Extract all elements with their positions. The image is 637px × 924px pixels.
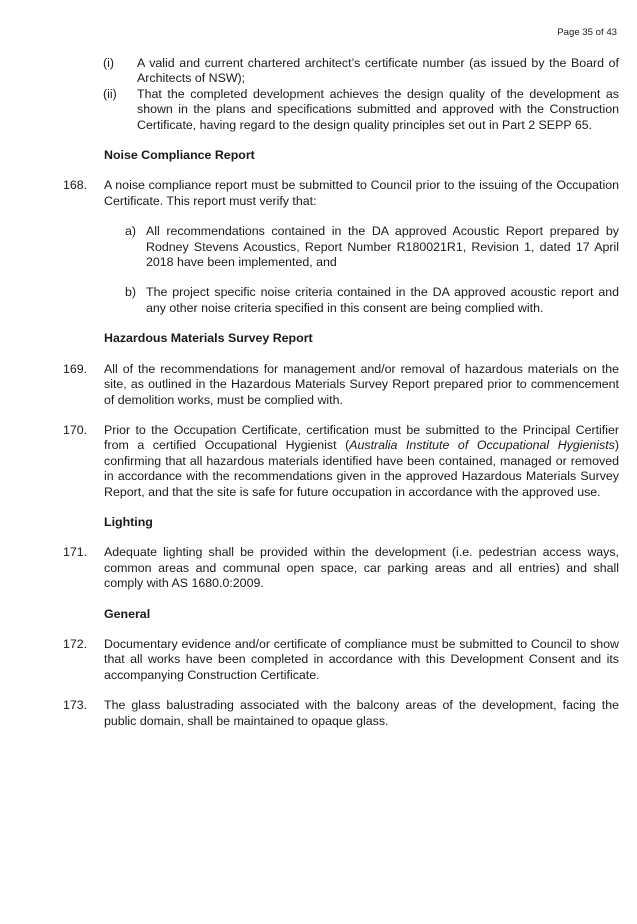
clause-172 <box>63 637 619 683</box>
page-number: Page 35 of 43 <box>557 27 617 38</box>
clause-168 <box>63 178 619 209</box>
list-item <box>125 224 619 270</box>
clause-number: 168. <box>63 178 88 193</box>
list-item <box>125 285 619 316</box>
section-heading-general: General <box>104 606 151 621</box>
list-item-text: A valid and current chartered architect’s certificate number (as issued by the Board of Architects of NSW); <box>137 56 619 86</box>
section-heading-hazardous: Hazardous Materials Survey Report <box>104 331 313 346</box>
clause-173 <box>63 698 619 729</box>
clause-number: 172. <box>63 636 88 651</box>
section-heading-lighting: Lighting <box>104 514 153 529</box>
clause-text <box>104 423 619 500</box>
list-item-text: The project specific noise criteria contained in the DA approved acoustic report and any other noise criteria specified in this consent are being complied with. <box>146 285 619 315</box>
clause-170 <box>63 423 619 500</box>
list-marker: (ii) <box>103 86 117 101</box>
architect-certificate-list <box>103 56 619 133</box>
list-marker: (i) <box>103 56 115 70</box>
clause-text: All of the recommendations for management and/or removal of hazardous materials on the site, as outlined in the Hazardous Materials Survey Report prepared prior to commencement of demolition works, must be complied with. <box>104 361 619 407</box>
clause-text: Documentary evidence and/or certificate of compliance must be submitted to Council to show that all works have been completed in accordance with this Development Consent and its accompanying Construction Certificate. <box>104 636 619 682</box>
clause-171 <box>63 545 619 591</box>
list-marker: a) <box>125 224 137 239</box>
clause-text: Adequate lighting shall be provided within the development (i.e. pedestrian access ways, common areas and communal open space, car parking areas and all entries) and shall comply with AS 1680.0:2009. <box>104 545 619 591</box>
organisation-name: Australia Institute of Occupational Hygienists <box>349 438 615 453</box>
clause-text-part: ) confirming that all hazardous materials identified have been contained, managed or removed in accordance with the recommendations given in the approved Hazardous Materials Survey Report, and that the site is safe for future occupation in accordance with the approved use. <box>104 438 619 499</box>
list-marker: b) <box>125 285 137 300</box>
document-content <box>63 56 619 729</box>
section-heading-noise: Noise Compliance Report <box>104 148 255 163</box>
list-item <box>103 87 619 133</box>
clause-number: 170. <box>63 422 88 437</box>
clause-text: A noise compliance report must be submitted to Council prior to the issuing of the Occupation Certificate. This report must verify that: <box>104 178 619 208</box>
clause-number: 169. <box>63 361 88 376</box>
clause-number: 173. <box>63 698 88 713</box>
list-item-text: That the completed development achieves the design quality of the development as shown in the plans and specifications submitted and approved with the Construction Certificate, having regard to the design quality principles set out in Part 2 SEPP 65. <box>137 86 619 132</box>
list-item <box>103 56 619 87</box>
clause-number: 171. <box>63 545 88 560</box>
list-item-text: All recommendations contained in the DA approved Acoustic Report prepared by Rodney Stevens Acoustics, Report Number R180021R1, Revision 1, dated 17 April 2018 have been implemented, and <box>146 224 619 270</box>
clause-text: The glass balustrading associated with the balcony areas of the development, facing the public domain, shall be maintained to opaque glass. <box>104 698 619 728</box>
clause-text-part: Prior to the Occupation Certificate, certification must be submitted to the Principal Certifier from a certified Occupational Hygienist ( <box>104 422 619 453</box>
clause-169 <box>63 362 619 408</box>
